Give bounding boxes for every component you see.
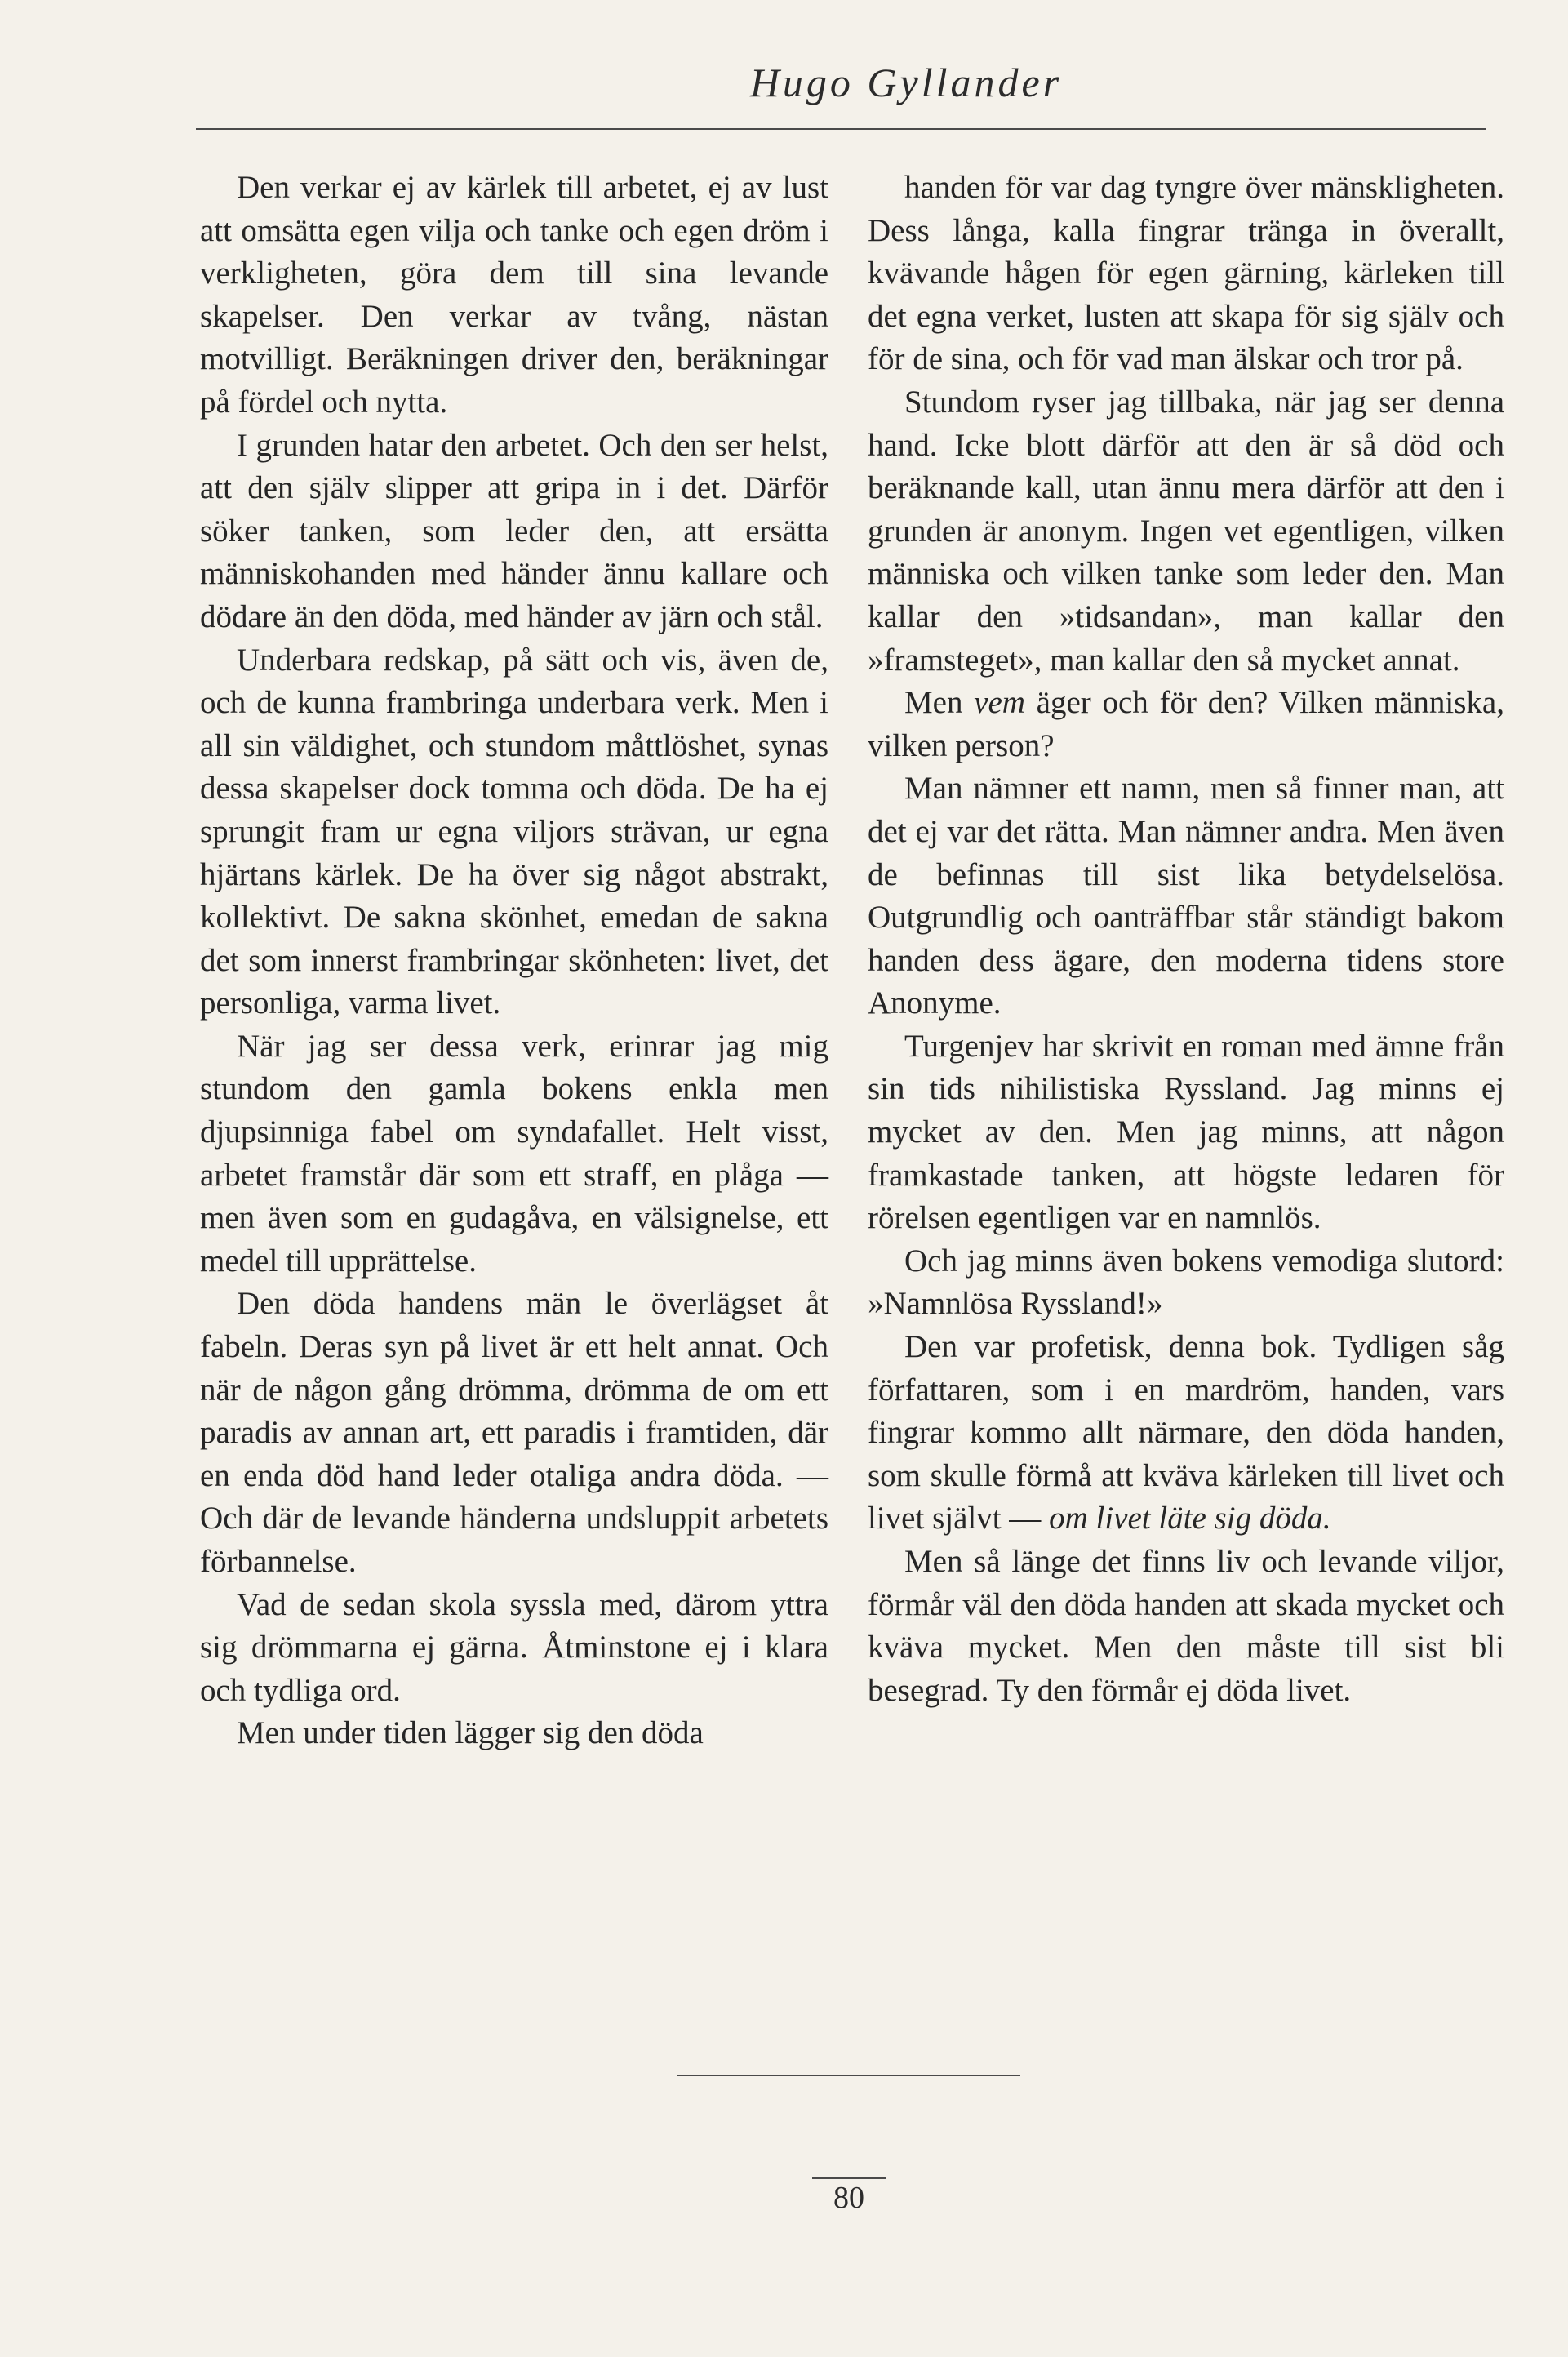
right-column [868,167,1504,1712]
paragraph: Turgenjev har skrivit en roman med ämne från sin tids nihilistiska Ryssland. Jag minns ej mycket av den. Men jag minns, att någon framkastade tanken, att högste ledaren för rörelsen egentligen var en namnlös. [868,1028,1504,1236]
page-number-rule [812,2177,886,2179]
footer-rule [677,2075,1020,2076]
paragraph-with-emphasis [868,1326,1504,1541]
emphasis: om livet läte sig döda. [1049,1501,1331,1536]
text-run: Men [904,685,975,721]
paragraph: När jag ser dessa verk, erinrar jag mig stundom den gamla bokens enkla men djupsinniga fabel om syndafallet. Helt visst, arbetet framstår där som ett straff, en plåga — men även som en gudagåva, en välsignelse, ett medel till upprättelse. [200,1028,828,1279]
paragraph-with-emphasis [868,682,1504,767]
paragraph: Men så länge det finns liv och levande viljor, förmår väl den döda handen att skada mycket och kväva mycket. Men den måste till sist bli besegrad. Ty den förmår ej döda livet. [868,1544,1504,1708]
emphasis: vem [974,685,1025,721]
left-column [200,167,828,1755]
page-number: 80 [833,2181,864,2215]
paragraph: Underbara redskap, på sätt och vis, även de, och de kunna frambringa underbara verk. Men i all sin väldighet, och stundom måttlöshet, synas dessa skapelser dock tomma och döda. De ha ej sprungit fram ur egna viljors strävan, ur egna hjärtans kärlek. De ha över sig något abstrakt, kollektivt. De sakna skönhet, emedan de sakna det som innerst frambringar skönheten: livet, det personliga, varma livet. [200,642,828,1021]
paragraph: Stundom ryser jag tillbaka, när jag ser denna hand. Icke blott därför att den är så död och beräknande kall, utan ännu mera därför att den i grunden är anonym. Ingen vet egentligen, vilken människa och vilken tanke som leder den. Man kallar den »tidsandan», man kallar den »framsteget», man kallar den så mycket annat. [868,384,1504,678]
paragraph: Den döda handens män le överlägset åt fabeln. Deras syn på livet är ett helt annat. Och när de någon gång drömma, drömma de om ett paradis av annan art, ett paradis i framtiden, där en enda död hand leder otaliga andra döda. — Och där de levande händerna undsluppit arbetets förbannelse. [200,1286,828,1579]
header-rule [196,128,1486,130]
paragraph: Vad de sedan skola syssla med, därom yttra sig drömmarna ej gärna. Åtminstone ej i klara och tydliga ord. [200,1586,828,1708]
paragraph: Och jag minns även bokens vemodiga slutord: »Namnlösa Ryssland!» [868,1243,1504,1322]
paragraph: Den verkar ej av kärlek till arbetet, ej av lust att omsätta egen vilja och tanke och egen dröm i verkligheten, göra dem till sina levande skapelser. Den verkar av tvång, nästan motvilligt. Beräkningen driver den, beräkningar på fördel och nytta. [200,170,828,420]
running-header-author: Hugo Gyllander [749,60,1063,105]
paragraph: Men under tiden lägger sig den döda [237,1715,704,1751]
text-run: äger och för den? Vilken människa, vilken person? [868,685,1504,763]
paragraph: handen för var dag tyngre över mänskligheten. Dess långa, kalla fingrar tränga in överallt, kvävande hågen för egen gärning, kärleken till det egna verket, lusten att skapa för sig själv och för de sina, och för vad man älskar och tror på. [868,170,1504,377]
paragraph: I grunden hatar den arbetet. Och den ser helst, att den själv slipper att gripa in i det. Därför söker tanken, som leder den, att ersätta människohanden med händer ännu kallare och dödare än den döda, med händer av järn och stål. [200,427,828,634]
paragraph: Man nämner ett namn, men så finner man, att det ej var det rätta. Man nämner andra. Men även de befinnas till sist lika betydelselösa. Outgrundlig och oanträffbar står ständigt bakom handen dess ägare, den moderna tidens store Anonyme. [868,771,1504,1021]
text-run: Den var profetisk, denna bok. Tydligen såg författaren, som i en mardröm, handen, vars fingrar kommo allt närmare, den döda handen, som skulle förmå att kväva kärleken till livet och livet självt — [868,1329,1504,1536]
